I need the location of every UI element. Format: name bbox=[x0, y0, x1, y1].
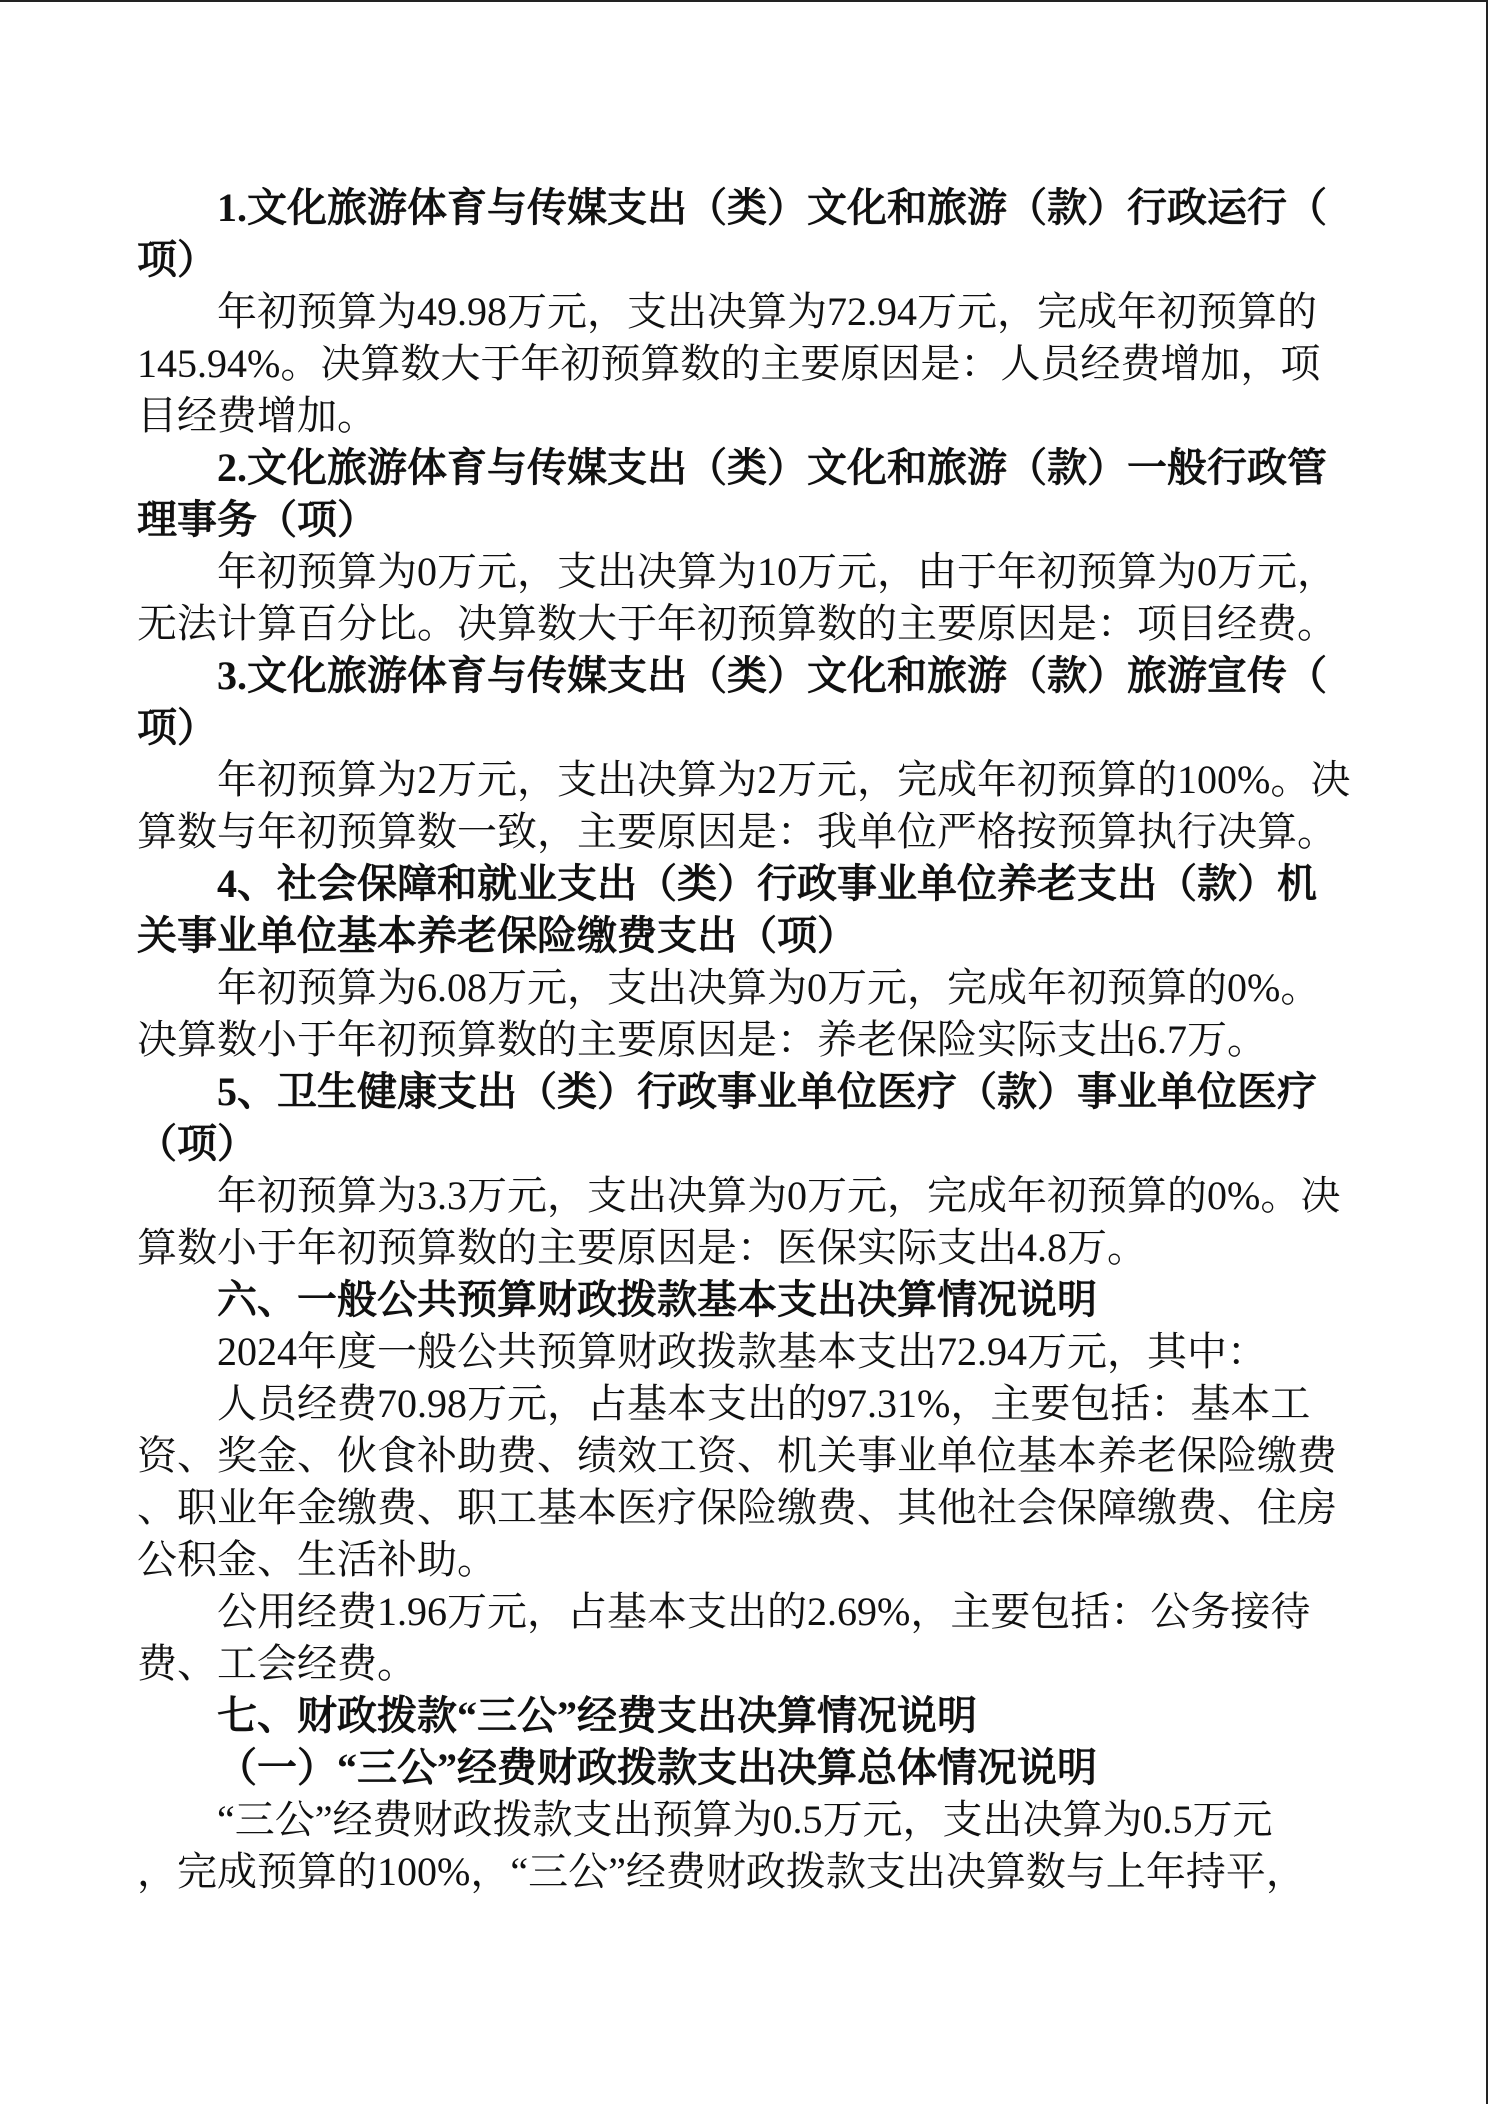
section-6 bbox=[137, 1274, 1397, 1690]
section-6-paragraph-3-line-2: 费、工会经费。 bbox=[137, 1641, 417, 1686]
item-1-heading-line-1: 1.文化旅游体育与传媒支出（类）文化和旅游（款）行政运行（ bbox=[217, 185, 1327, 230]
item-5-heading-line-1: 5、卫生健康支出（类）行政事业单位医疗（款）事业单位医疗 bbox=[217, 1069, 1317, 1114]
section-7-paragraph-1-line-1: “三公”经费财政拨款支出预算为0.5万元，支出决算为0.5万元 bbox=[217, 1797, 1273, 1842]
item-4-heading-line-1: 4、社会保障和就业支出（类）行政事业单位养老支出（款）机 bbox=[217, 861, 1317, 906]
item-1-heading-line-2: 项） bbox=[137, 237, 217, 282]
item-4-heading-line-2: 关事业单位基本养老保险缴费支出（项） bbox=[137, 913, 857, 958]
section-7-subtitle: （一）“三公”经费财政拨款支出决算总体情况说明 bbox=[217, 1745, 1097, 1790]
section-6-paragraph-2-line-1: 人员经费70.98万元，占基本支出的97.31%，主要包括：基本工 bbox=[217, 1381, 1311, 1426]
item-4-body-line-2: 决算数小于年初预算数的主要原因是：养老保险实际支出6.7万。 bbox=[137, 1017, 1267, 1062]
budget-item-1 bbox=[137, 182, 1397, 442]
item-1-body-line-1: 年初预算为49.98万元，支出决算为72.94万元，完成年初预算的 bbox=[217, 289, 1317, 334]
section-6-paragraph-2-line-3: 、职业年金缴费、职工基本医疗保险缴费、其他社会保障缴费、住房 bbox=[137, 1485, 1337, 1530]
budget-item-2 bbox=[137, 442, 1397, 650]
item-4-body-line-1: 年初预算为6.08万元，支出决算为0万元，完成年初预算的0%。 bbox=[217, 965, 1321, 1010]
item-2-body-line-2: 无法计算百分比。决算数大于年初预算数的主要原因是：项目经费。 bbox=[137, 601, 1337, 646]
item-3-body-line-1: 年初预算为2万元，支出决算为2万元，完成年初预算的100%。决 bbox=[217, 757, 1351, 802]
section-7 bbox=[137, 1690, 1397, 1898]
document-body bbox=[137, 182, 1397, 1898]
item-3-heading-line-2: 项） bbox=[137, 705, 217, 750]
item-2-heading-line-2: 理事务（项） bbox=[137, 497, 377, 542]
section-6-paragraph-2-line-2: 资、奖金、伙食补助费、绩效工资、机关事业单位基本养老保险缴费 bbox=[137, 1433, 1337, 1478]
section-6-title: 六、一般公共预算财政拨款基本支出决算情况说明 bbox=[217, 1277, 1097, 1322]
budget-item-3 bbox=[137, 650, 1397, 858]
item-5-body-line-2: 算数小于年初预算数的主要原因是：医保实际支出4.8万。 bbox=[137, 1225, 1147, 1270]
item-5-body-line-1: 年初预算为3.3万元，支出决算为0万元，完成年初预算的0%。决 bbox=[217, 1173, 1341, 1218]
section-6-paragraph-2-line-4: 公积金、生活补助。 bbox=[137, 1537, 497, 1582]
item-3-body-line-2: 算数与年初预算数一致，主要原因是：我单位严格按预算执行决算。 bbox=[137, 809, 1337, 854]
section-6-paragraph-3-line-1: 公用经费1.96万元，占基本支出的2.69%，主要包括：公务接待 bbox=[217, 1589, 1311, 1634]
budget-item-4 bbox=[137, 858, 1397, 1066]
item-2-body-line-1: 年初预算为0万元，支出决算为10万元，由于年初预算为0万元， bbox=[217, 549, 1337, 594]
item-1-body-line-3: 目经费增加。 bbox=[137, 393, 377, 438]
item-5-heading-line-2: （项） bbox=[137, 1121, 257, 1166]
section-6-paragraph-1-line-1: 2024年度一般公共预算财政拨款基本支出72.94万元，其中： bbox=[217, 1329, 1267, 1374]
item-3-heading-line-1: 3.文化旅游体育与传媒支出（类）文化和旅游（款）旅游宣传（ bbox=[217, 653, 1327, 698]
section-7-title: 七、财政拨款“三公”经费支出决算情况说明 bbox=[217, 1693, 977, 1738]
item-2-heading-line-1: 2.文化旅游体育与传媒支出（类）文化和旅游（款）一般行政管 bbox=[217, 445, 1327, 490]
budget-item-5 bbox=[137, 1066, 1397, 1274]
section-7-paragraph-1-line-2: ，完成预算的100%，“三公”经费财政拨款支出决算数与上年持平， bbox=[137, 1849, 1306, 1894]
item-1-body-line-2: 145.94%。决算数大于年初预算数的主要原因是：人员经费增加，项 bbox=[137, 341, 1321, 386]
